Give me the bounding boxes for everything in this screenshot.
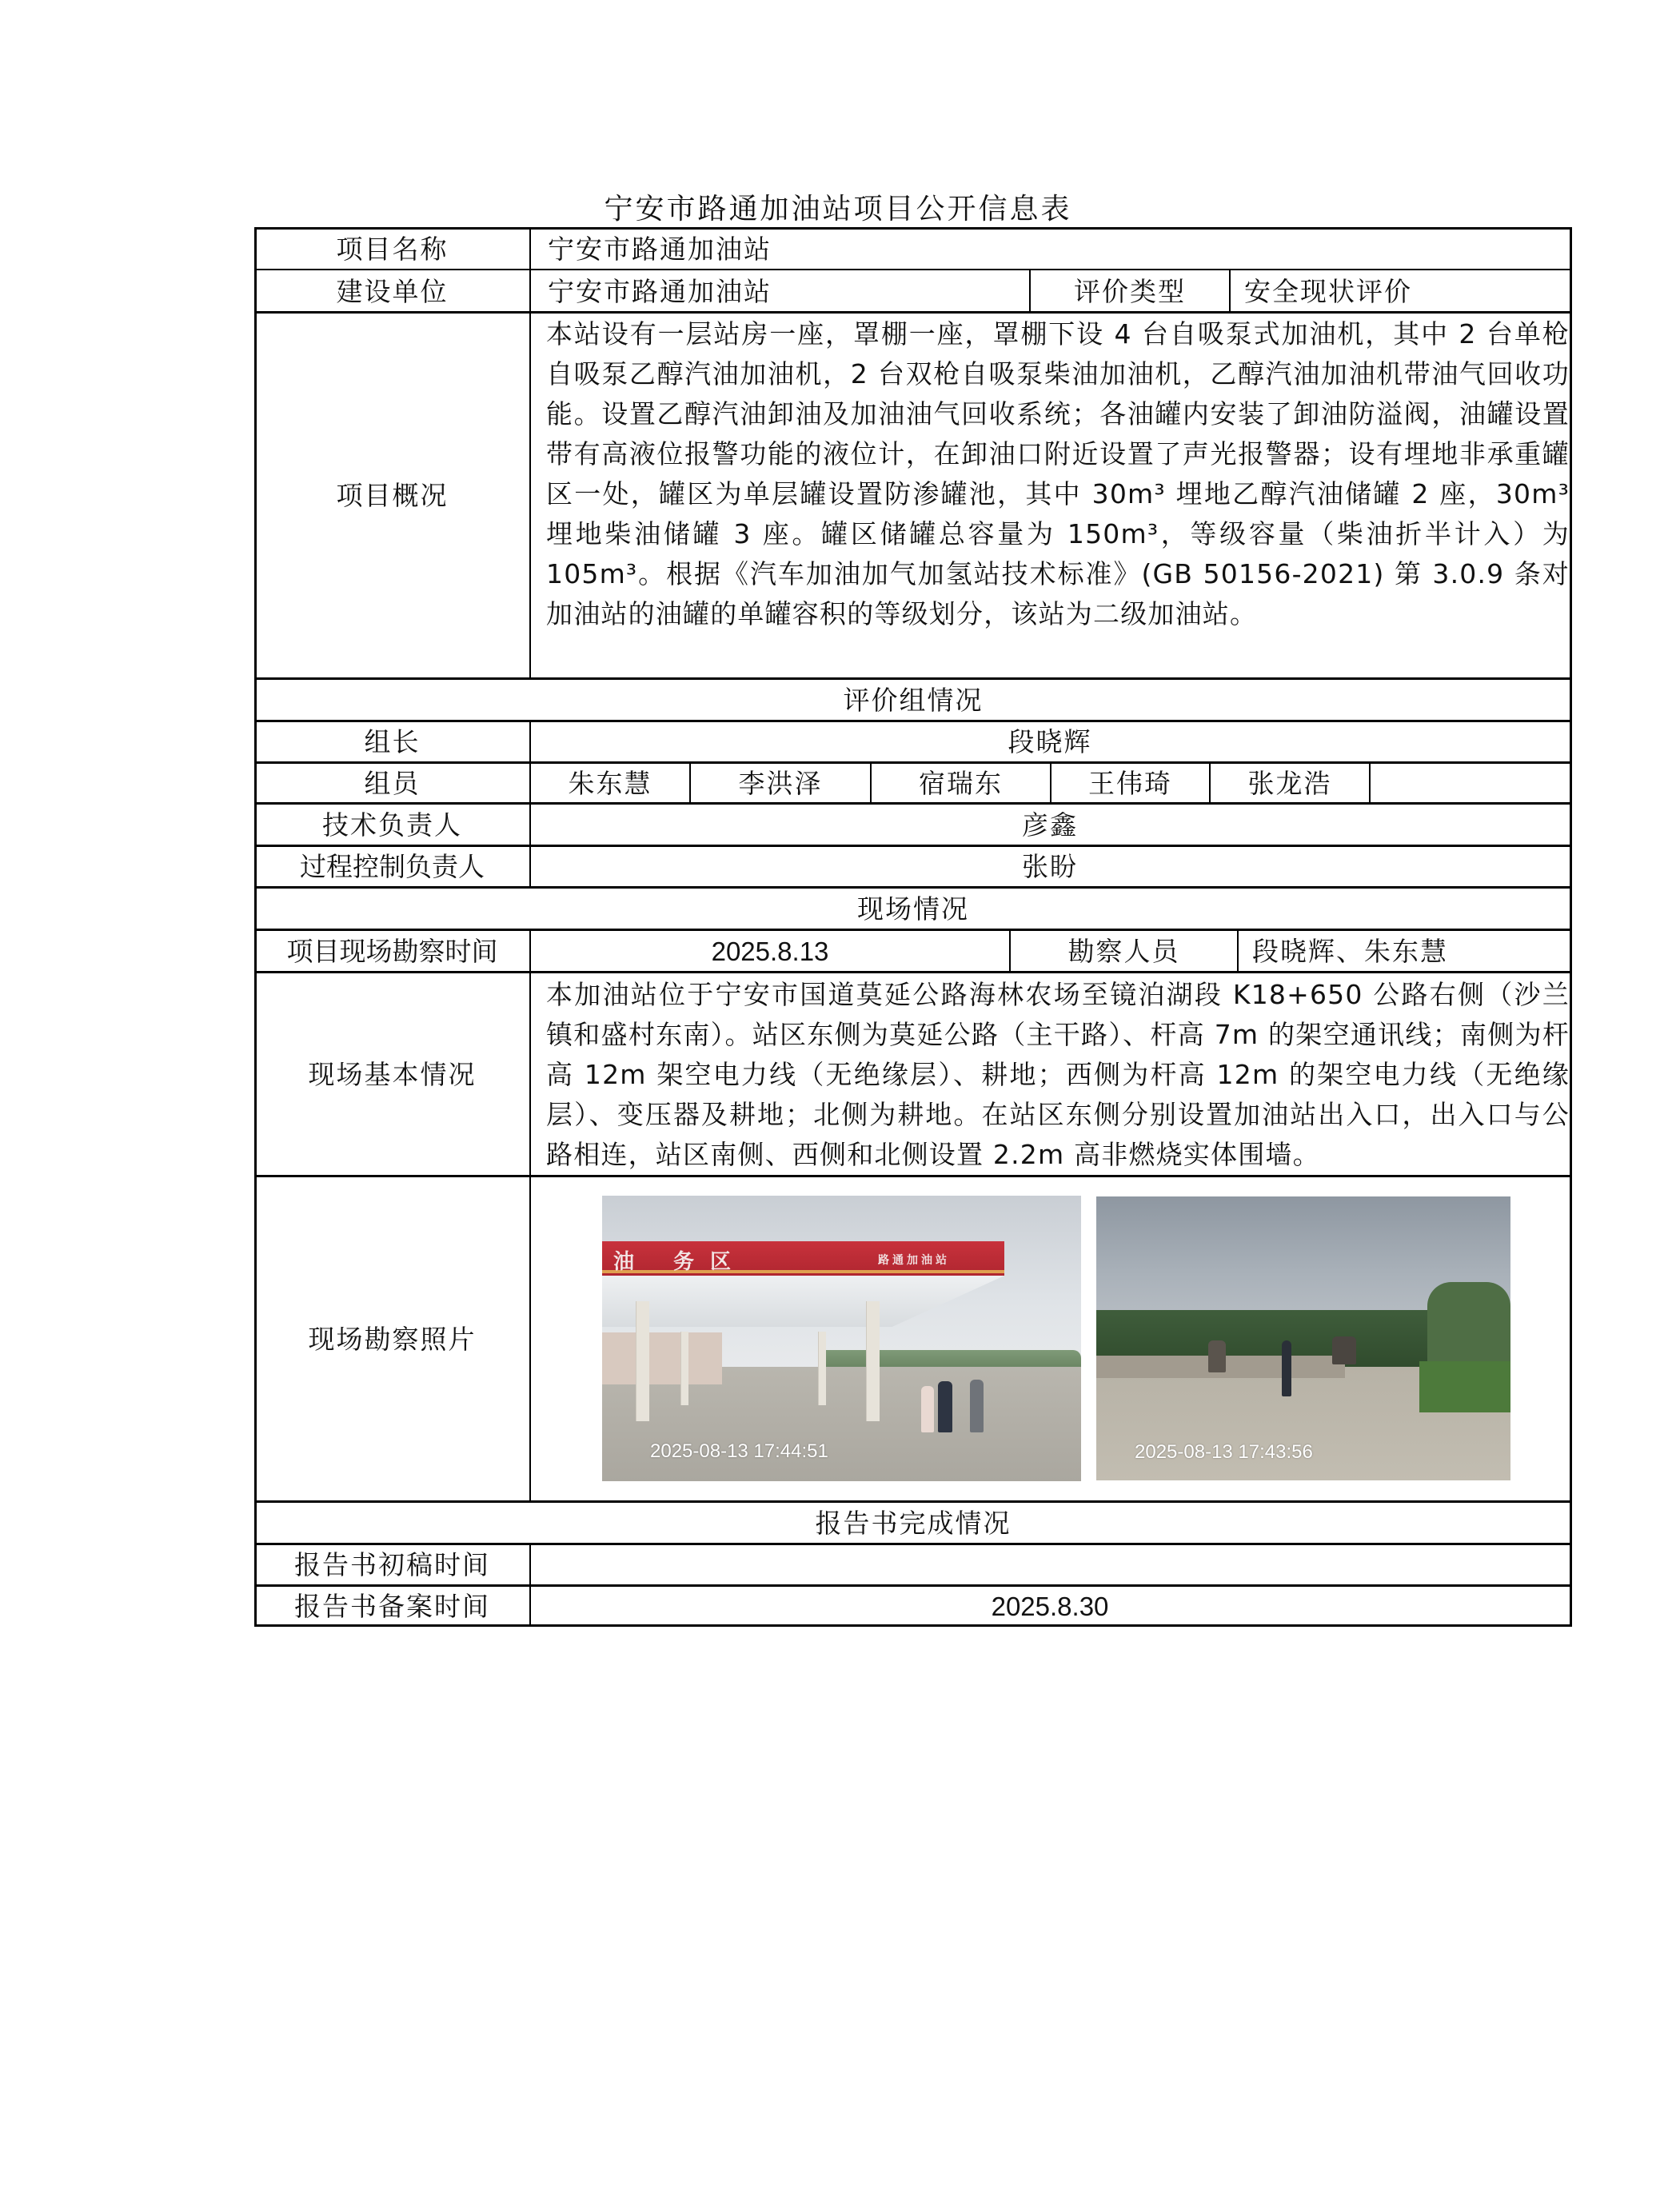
member-cell: 张龙浩 xyxy=(1247,767,1332,799)
tech-lead-value: 彦鑫 xyxy=(1022,809,1078,841)
site-photo-2 xyxy=(1096,1196,1510,1480)
filing-time-value: 2025.8.30 xyxy=(991,1591,1109,1621)
document-title: 宁安市路通加油站项目公开信息表 xyxy=(604,193,1072,226)
overview-text: 本站设有一层站房一座，罩棚一座，罩棚下设 4 台自吸泵式加油机，其中 2 台单枪自吸泵乙醇汽油加油机，2 台双枪自吸泵柴油加油机，乙醇汽油加油机带油气回收功能。设置乙醇汽油卸油及加油油气回收系统；各油罐内安装了卸油防溢阀，油罐设置带有高液位报警功能的液位计，在卸油口附近设置了声光报警器；设有埋地非承重罐区一处，罐区为单层罐设置防渗罐池，其中 30m³ 埋地乙醇汽油储罐 2 座，30m³ 埋地柴油储罐 3 座。罐区储罐总容量为 150m³，等级容量（柴油折半计入）为 105m³。根据《汽车加油加气加氢站技术标准》(GB 50156-2021) 第 3.0.9 条对加油站的油罐的单罐容积的等级划分，该站为二级加油站。 xyxy=(546,318,1570,629)
site-basic-text: 本加油站位于宁安市国道莫延公路海林农场至镜泊湖段 K18+650 公路右侧（沙兰镇和盛村东南）。站区东侧为莫延公路（主干路）、杆高 7m 的架空通讯线；南侧为杆高 12m 架空电力线（无绝缘层）、耕地；西侧为杆高 12m 的架空电力线（无绝缘层）、变压器及耕地；北侧为耕地。在站区东侧分别设置加油站出入口，出入口与公路相连，站区南侧、西侧和北侧设置 2.2m 高非燃烧实体围墙。 xyxy=(546,979,1570,1170)
survey-time-label: 项目现场勘察时间 xyxy=(286,935,498,967)
photo-1-timestamp: 2025-08-13 17:44:51 xyxy=(650,1440,828,1462)
canopy-brand-text: 路通加油站 xyxy=(878,1254,950,1267)
project-name-value: 宁安市路通加油站 xyxy=(548,234,772,265)
draft-time-label: 报告书初稿时间 xyxy=(294,1549,490,1580)
site-photo-1 xyxy=(602,1196,1081,1481)
surveyors-label: 勘察人员 xyxy=(1067,935,1180,967)
member-cell: 朱东慧 xyxy=(568,767,652,799)
members-label: 组员 xyxy=(364,767,421,799)
surveyors-value: 段晓辉、朱东慧 xyxy=(1252,935,1448,967)
builder-label: 建设单位 xyxy=(336,275,449,307)
member-cell: 李洪泽 xyxy=(738,767,823,799)
process-lead-value: 张盼 xyxy=(1022,851,1078,882)
draft-time-value xyxy=(530,1544,1570,1585)
canopy-sign-text: 油 务区 xyxy=(613,1250,748,1274)
overview-label: 项目概况 xyxy=(336,480,449,511)
member-cell-empty xyxy=(1370,763,1570,803)
team-section-title: 评价组情况 xyxy=(843,684,984,716)
leader-label: 组长 xyxy=(364,726,421,757)
site-photos-label: 现场勘察照片 xyxy=(308,1323,477,1355)
photo-2-timestamp: 2025-08-13 17:43:56 xyxy=(1135,1441,1313,1463)
report-section-title: 报告书完成情况 xyxy=(815,1507,1012,1539)
eval-type-label: 评价类型 xyxy=(1074,275,1186,307)
process-lead-label: 过程控制负责人 xyxy=(300,851,485,882)
member-cell: 宿瑞东 xyxy=(919,767,1003,799)
builder-value: 宁安市路通加油站 xyxy=(548,275,772,307)
leader-value: 段晓辉 xyxy=(1008,726,1092,757)
tech-lead-label: 技术负责人 xyxy=(322,809,462,841)
eval-type-value: 安全现状评价 xyxy=(1244,275,1412,307)
member-cell: 王伟琦 xyxy=(1088,767,1172,799)
site-section-title: 现场情况 xyxy=(857,893,969,925)
project-name-label: 项目名称 xyxy=(336,234,449,265)
survey-time-value: 2025.8.13 xyxy=(711,936,829,966)
filing-time-label: 报告书备案时间 xyxy=(294,1590,490,1622)
site-basic-label: 现场基本情况 xyxy=(308,1058,477,1090)
